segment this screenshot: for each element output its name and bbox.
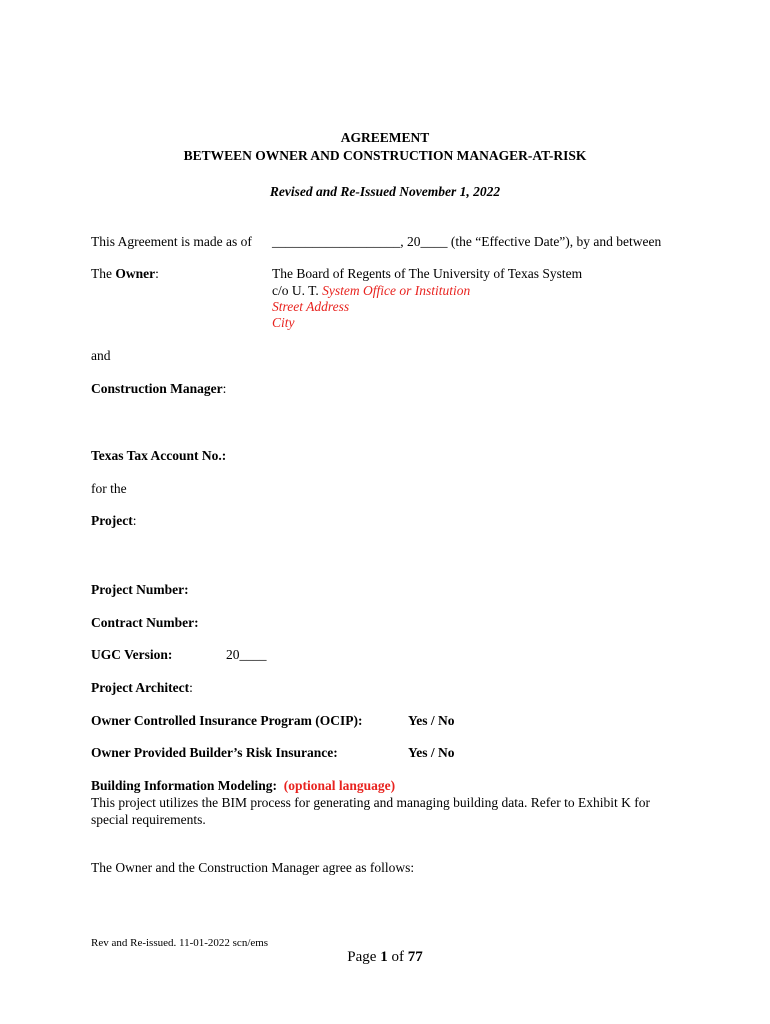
page-number: Page 1 of 77 [347,949,423,965]
revision-date: Revised and Re-Issued November 1, 2022 [269,184,501,199]
ugc-version-value: 20____ [226,647,267,662]
construction-manager-label: Construction Manager: [91,381,227,396]
bim-optional-note: (optional language) [283,778,396,793]
builders-risk-value: Yes / No [408,745,455,760]
owner-name: The Board of Regents of The University of Texas System [272,266,583,281]
and-text: and [91,348,111,363]
agreement-subtitle: BETWEEN OWNER AND CONSTRUCTION MANAGER-AT-RISK [183,148,587,163]
intro-label: This Agreement is made as of [91,234,252,249]
owner-institution-placeholder: System Office or Institution [322,283,471,298]
bim-heading: Building Information Modeling: (optional language) [91,778,396,793]
ocip-value: Yes / No [408,713,455,728]
owner-care-of: c/o U. T. System Office or Institution [272,283,471,298]
contract-number-label: Contract Number: [91,615,199,630]
revision-footer-note: Rev and Re-issued. 11-01-2022 scn/ems [91,937,269,949]
project-number-label: Project Number: [91,582,189,597]
builders-risk-label: Owner Provided Builder’s Risk Insurance: [91,745,338,760]
agreement-intro-text: The Owner and the Construction Manager agree as follows: [91,860,415,875]
ocip-label: Owner Controlled Insurance Program (OCIP): [91,713,363,728]
agreement-title: AGREEMENT [340,130,430,145]
for-the-text: for the [91,481,127,496]
ugc-version-label: UGC Version: [91,647,173,662]
bim-paragraph: This project utilizes the BIM process for generating and managing building data. Refer to Exhibit K for special requirements. [91,795,650,827]
tax-account-label: Texas Tax Account No.: [91,448,227,463]
project-label: Project: [91,513,137,528]
owner-city-placeholder: City [272,315,295,330]
owner-street-placeholder: Street Address [272,299,350,314]
project-architect-label: Project Architect: [91,680,193,695]
owner-label: The Owner: [91,266,159,281]
effective-date-line: ___________________, 20____ (the “Effective Date”), by and between [272,234,662,249]
